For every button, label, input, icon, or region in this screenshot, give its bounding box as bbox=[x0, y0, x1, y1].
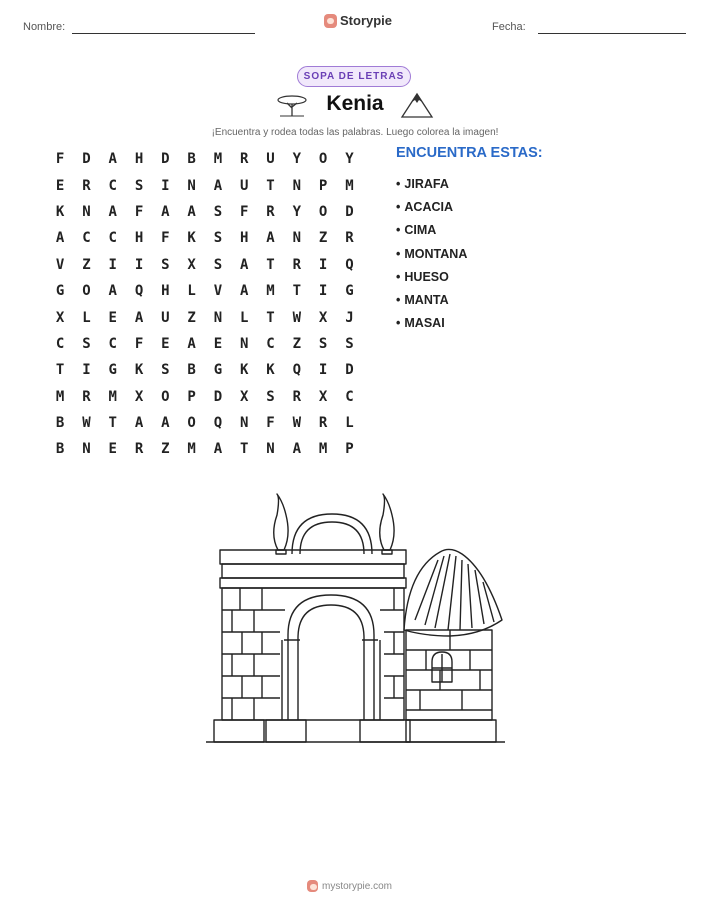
grid-cell[interactable]: N bbox=[292, 177, 302, 194]
grid-cell[interactable]: Q bbox=[345, 256, 354, 273]
grid-cell[interactable]: I bbox=[82, 362, 91, 379]
date-line[interactable] bbox=[538, 33, 686, 34]
grid-cell[interactable]: R bbox=[82, 177, 91, 194]
grid-cell[interactable]: S bbox=[345, 335, 354, 352]
grid-cell[interactable]: C bbox=[266, 335, 275, 352]
word-item: • CIMA bbox=[396, 219, 467, 242]
grid-cell[interactable]: A bbox=[134, 415, 144, 432]
grid-cell[interactable]: U bbox=[266, 151, 275, 168]
grid-cell[interactable]: B bbox=[55, 441, 65, 458]
grid-cell[interactable]: M bbox=[266, 283, 275, 300]
grid-cell[interactable]: I bbox=[161, 177, 170, 194]
grid-cell[interactable]: I bbox=[318, 283, 328, 300]
grid-cell[interactable]: M bbox=[213, 151, 223, 168]
grid-cell[interactable]: H bbox=[134, 151, 144, 168]
grid-cell[interactable]: F bbox=[161, 230, 170, 247]
grid-cell[interactable]: T bbox=[108, 415, 117, 432]
grid-cell[interactable]: M bbox=[187, 441, 196, 458]
grid-cell[interactable]: R bbox=[345, 230, 354, 247]
mountain-icon bbox=[400, 91, 434, 119]
grid-cell[interactable]: I bbox=[108, 256, 117, 273]
grid-cell[interactable]: O bbox=[187, 415, 196, 432]
grid-cell[interactable]: Z bbox=[292, 335, 302, 352]
grid-cell[interactable]: O bbox=[161, 388, 170, 405]
grid-cell[interactable]: X bbox=[318, 309, 328, 326]
grid-cell[interactable]: R bbox=[292, 388, 302, 405]
grid-cell[interactable]: X bbox=[318, 388, 328, 405]
grid-cell[interactable]: N bbox=[187, 177, 196, 194]
grid-cell[interactable]: O bbox=[82, 283, 91, 300]
grid-cell[interactable]: I bbox=[134, 256, 144, 273]
grid-cell[interactable]: S bbox=[318, 335, 328, 352]
grid-cell[interactable]: L bbox=[240, 309, 249, 326]
word-item: • MONTANA bbox=[396, 242, 467, 265]
grid-cell[interactable]: Z bbox=[318, 230, 328, 247]
grid-cell[interactable]: F bbox=[134, 203, 144, 220]
grid-cell[interactable]: A bbox=[266, 230, 275, 247]
grid-cell[interactable]: Z bbox=[187, 309, 196, 326]
grid-cell[interactable]: G bbox=[55, 283, 65, 300]
grid-cell[interactable]: F bbox=[55, 151, 65, 168]
grid-cell[interactable]: F bbox=[266, 415, 275, 432]
grid-cell[interactable]: D bbox=[161, 151, 170, 168]
grid-cell[interactable]: N bbox=[240, 415, 249, 432]
date-label: Fecha: bbox=[492, 21, 526, 33]
grid-cell[interactable]: S bbox=[266, 388, 275, 405]
grid-cell[interactable]: N bbox=[82, 441, 91, 458]
grid-cell[interactable]: C bbox=[345, 388, 354, 405]
find-title: ENCUENTRA ESTAS: bbox=[396, 145, 543, 161]
grid-cell[interactable]: M bbox=[55, 388, 65, 405]
grid-cell[interactable]: E bbox=[213, 335, 223, 352]
grid-cell[interactable]: Q bbox=[292, 362, 302, 379]
grid-cell[interactable]: X bbox=[240, 388, 249, 405]
grid-cell[interactable]: T bbox=[240, 441, 249, 458]
grid-cell[interactable]: M bbox=[345, 177, 354, 194]
brand-name: Storypie bbox=[340, 13, 393, 28]
grid-cell[interactable]: N bbox=[213, 309, 223, 326]
grid-cell[interactable]: U bbox=[161, 309, 170, 326]
footer bbox=[307, 880, 392, 892]
grid-cell[interactable]: V bbox=[213, 283, 223, 300]
name-line[interactable] bbox=[72, 33, 255, 34]
grid-cell[interactable]: S bbox=[213, 230, 223, 247]
grid-cell[interactable]: L bbox=[187, 283, 196, 300]
grid-cell[interactable]: W bbox=[82, 415, 91, 432]
grid-cell[interactable]: E bbox=[55, 177, 65, 194]
grid-cell[interactable]: R bbox=[292, 256, 302, 273]
grid-cell[interactable]: A bbox=[292, 441, 302, 458]
word-item: • MASAI bbox=[396, 312, 467, 335]
grid-cell[interactable]: R bbox=[266, 203, 275, 220]
grid-cell[interactable]: N bbox=[240, 335, 249, 352]
storypie-logo-icon bbox=[324, 14, 337, 28]
grid-cell[interactable]: R bbox=[82, 388, 91, 405]
grid-cell[interactable]: N bbox=[82, 203, 91, 220]
grid-cell[interactable]: N bbox=[266, 441, 275, 458]
grid-cell[interactable]: G bbox=[213, 362, 223, 379]
acacia-tree-icon bbox=[276, 94, 308, 118]
grid-cell[interactable]: I bbox=[318, 256, 328, 273]
grid-cell[interactable]: H bbox=[240, 230, 249, 247]
grid-cell[interactable]: O bbox=[318, 151, 328, 168]
grid-cell[interactable]: Z bbox=[161, 441, 170, 458]
grid-cell[interactable]: E bbox=[161, 335, 170, 352]
grid-cell[interactable]: R bbox=[318, 415, 328, 432]
grid-cell[interactable]: B bbox=[187, 151, 196, 168]
grid-cell[interactable]: T bbox=[55, 362, 65, 379]
kenya-arch-illustration bbox=[200, 490, 510, 748]
grid-cell[interactable]: H bbox=[161, 283, 170, 300]
grid-cell[interactable]: T bbox=[266, 256, 275, 273]
grid-cell[interactable]: Y bbox=[292, 151, 302, 168]
grid-cell[interactable]: F bbox=[134, 335, 144, 352]
grid-cell[interactable]: A bbox=[161, 203, 170, 220]
word-search-grid[interactable] bbox=[47, 146, 363, 463]
grid-cell[interactable]: L bbox=[82, 309, 91, 326]
grid-cell[interactable]: H bbox=[134, 230, 144, 247]
grid-cell[interactable]: M bbox=[318, 441, 328, 458]
grid-cell[interactable]: S bbox=[82, 335, 91, 352]
grid-cell[interactable]: Q bbox=[134, 283, 144, 300]
grid-cell[interactable]: U bbox=[240, 177, 249, 194]
grid-cell[interactable]: O bbox=[318, 203, 328, 220]
grid-cell[interactable]: Q bbox=[213, 415, 223, 432]
name-label: Nombre: bbox=[23, 21, 66, 33]
grid-cell[interactable]: P bbox=[187, 388, 196, 405]
word-item: • HUESO bbox=[396, 265, 467, 288]
footer-url[interactable]: mystorypie.com bbox=[322, 880, 393, 892]
grid-cell[interactable]: A bbox=[187, 335, 196, 352]
grid-cell[interactable]: C bbox=[55, 335, 65, 352]
instructions: ¡Encuentra y rodea todas las palabras. Luego colorea la imagen! bbox=[211, 127, 499, 138]
grid-cell[interactable]: A bbox=[187, 203, 196, 220]
grid-cell[interactable]: X bbox=[55, 309, 65, 326]
grid-cell[interactable]: D bbox=[345, 203, 354, 220]
word-item: • ACACIA bbox=[396, 195, 467, 218]
grid-cell[interactable]: W bbox=[292, 415, 302, 432]
grid-cell[interactable]: N bbox=[292, 230, 302, 247]
grid-cell[interactable]: S bbox=[161, 256, 170, 273]
grid-cell[interactable]: D bbox=[213, 388, 223, 405]
grid-cell[interactable]: T bbox=[266, 309, 275, 326]
grid-cell[interactable]: D bbox=[345, 362, 354, 379]
grid-cell[interactable]: B bbox=[55, 415, 65, 432]
grid-cell[interactable]: R bbox=[134, 441, 144, 458]
grid-cell[interactable]: I bbox=[318, 362, 328, 379]
grid-cell[interactable]: A bbox=[55, 230, 65, 247]
word-list bbox=[396, 172, 467, 335]
grid-cell[interactable]: C bbox=[108, 177, 117, 194]
activity-badge: SOPA DE LETRAS bbox=[297, 66, 411, 87]
grid-cell[interactable]: A bbox=[108, 283, 117, 300]
word-item: • JIRAFA bbox=[396, 172, 467, 195]
grid-cell[interactable]: Y bbox=[345, 151, 354, 168]
grid-cell[interactable]: A bbox=[108, 151, 117, 168]
grid-cell[interactable]: K bbox=[55, 203, 65, 220]
grid-cell[interactable]: J bbox=[345, 309, 354, 326]
storypie-footer-logo-icon bbox=[307, 880, 318, 892]
grid-cell[interactable]: A bbox=[213, 441, 223, 458]
grid-cell[interactable]: X bbox=[134, 388, 144, 405]
grid-cell[interactable]: S bbox=[161, 362, 170, 379]
grid-cell[interactable]: D bbox=[82, 151, 91, 168]
grid-cell[interactable]: T bbox=[292, 283, 302, 300]
grid-cell[interactable]: A bbox=[134, 309, 144, 326]
grid-cell[interactable]: C bbox=[82, 230, 91, 247]
grid-cell[interactable]: F bbox=[240, 203, 249, 220]
grid-cell[interactable]: A bbox=[240, 256, 249, 273]
grid-cell[interactable]: V bbox=[55, 256, 65, 273]
grid-cell[interactable]: K bbox=[134, 362, 144, 379]
page-title: Kenia bbox=[326, 92, 384, 115]
grid-cell[interactable]: S bbox=[134, 177, 144, 194]
grid-cell[interactable]: A bbox=[240, 283, 249, 300]
brand bbox=[324, 13, 392, 28]
grid-cell[interactable]: W bbox=[292, 309, 302, 326]
grid-cell[interactable]: B bbox=[187, 362, 196, 379]
grid-cell[interactable]: S bbox=[213, 256, 223, 273]
grid-cell[interactable]: A bbox=[213, 177, 223, 194]
grid-cell[interactable]: P bbox=[318, 177, 328, 194]
grid-cell[interactable]: M bbox=[108, 388, 117, 405]
grid-cell[interactable]: Y bbox=[292, 203, 302, 220]
grid-cell[interactable]: G bbox=[108, 362, 117, 379]
grid-cell[interactable]: P bbox=[345, 441, 354, 458]
grid-cell[interactable]: K bbox=[240, 362, 249, 379]
grid-cell[interactable]: E bbox=[108, 309, 117, 326]
grid-cell[interactable]: E bbox=[108, 441, 117, 458]
grid-cell[interactable]: A bbox=[161, 415, 170, 432]
grid-cell[interactable]: S bbox=[213, 203, 223, 220]
grid-cell[interactable]: C bbox=[108, 230, 117, 247]
grid-cell[interactable]: K bbox=[266, 362, 275, 379]
grid-cell[interactable]: C bbox=[108, 335, 117, 352]
word-item: • MANTA bbox=[396, 288, 467, 311]
grid-cell[interactable]: Z bbox=[82, 256, 91, 273]
grid-cell[interactable]: R bbox=[240, 151, 249, 168]
grid-cell[interactable]: K bbox=[187, 230, 196, 247]
grid-cell[interactable]: L bbox=[345, 415, 354, 432]
grid-cell[interactable]: X bbox=[187, 256, 196, 273]
grid-cell[interactable]: A bbox=[108, 203, 117, 220]
grid-cell[interactable]: T bbox=[266, 177, 275, 194]
grid-cell[interactable]: G bbox=[345, 283, 354, 300]
